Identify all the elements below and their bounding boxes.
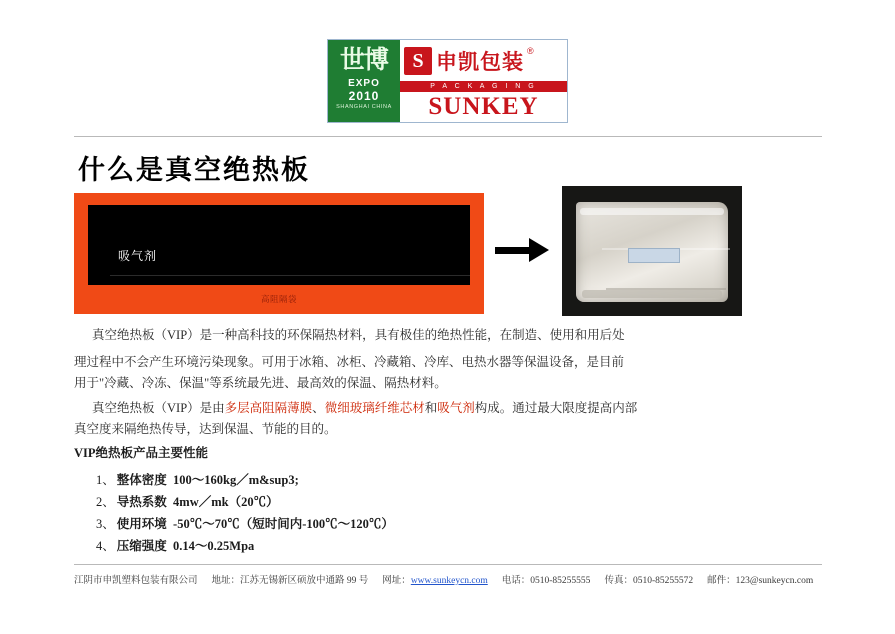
composition-sep-1: 、 (312, 401, 325, 415)
footer-fax: 传真：0510-85255572 (604, 576, 694, 586)
expo-sublabel: SHANGHAI CHINA (336, 104, 392, 110)
footer-website-link[interactable]: www.sunkeycn.com (410, 576, 488, 586)
spec-item (96, 513, 796, 535)
diagram-layer-line (110, 275, 470, 276)
spec-number: 2、 (96, 495, 115, 509)
footer-address (212, 576, 369, 586)
right-arrow-icon (495, 238, 551, 262)
footer-website (382, 576, 487, 586)
spec-value: 100～160kg／m&sup3; (173, 473, 299, 487)
page-title: 什么是真空绝热板 (78, 155, 310, 185)
spec-number: 3、 (96, 517, 115, 531)
arrow-shaft (495, 247, 531, 254)
spec-item (96, 469, 796, 491)
product-photo (562, 186, 742, 316)
expo-2010-logo (328, 40, 400, 122)
footer-tel: 电话：0510-85255555 (501, 576, 591, 586)
spec-label: 压缩强度 (116, 539, 167, 553)
spec-label: 整体密度 (116, 473, 167, 487)
spec-value: 4mw／mk（20℃） (173, 495, 279, 509)
footer-divider (74, 564, 822, 565)
footer-company: 江阴市申凯塑料包装有限公司 (74, 576, 198, 586)
spec-number: 1、 (96, 473, 115, 487)
composition-highlight-film: 多层高阻隔薄膜 (224, 401, 313, 415)
spec-label: 导热系数 (116, 495, 167, 509)
spec-value: 0.14～0.25Mpa (173, 539, 255, 553)
composition-highlight-getter: 吸气剂 (437, 401, 475, 415)
expo-label: EXPO (348, 78, 380, 89)
pack-seam-top (580, 208, 724, 215)
composition-paragraph-line1 (74, 398, 828, 418)
expo-year: 2010 (348, 89, 380, 103)
intro-paragraph-line3: 用于"冷藏、冷冻、保温"等系统最先进、最高效的保温、隔热材料。 (74, 376, 447, 390)
sunkey-chinese-name: 申凯包装 (436, 50, 524, 74)
composition-text-d: 构成。通过最大限度提高内部 (474, 401, 638, 415)
pack-seam-bottom (582, 290, 722, 298)
footer-address-label: 地址： (211, 576, 241, 586)
sunkey-s-mark-icon: S (404, 47, 432, 75)
intro-paragraph-line1: 真空绝热板（VIP）是一种高科技的环保隔热材料，具有极佳的绝热性能，在制造、使用和用后处 (92, 328, 625, 342)
arrow-head (529, 238, 549, 262)
diagram-core-area (88, 205, 470, 285)
sunkey-wordmark: SUNKEY (428, 93, 539, 120)
packaging-word: P A C K A G I N G (400, 81, 567, 92)
composition-sep-2: 和 (424, 401, 438, 415)
composition-highlight-core: 微细玻璃纤维芯材 (324, 401, 425, 415)
spec-item (96, 491, 796, 513)
diagram-caption: 高阻隔袋 (260, 294, 297, 304)
composition-text-a: 真空绝热板（VIP）是由 (92, 401, 225, 415)
footer (74, 572, 834, 586)
pack-label-sticker (628, 248, 680, 263)
vip-structure-diagram (74, 193, 484, 314)
footer-website-label: 网址： (382, 576, 411, 586)
sunkey-chinese-row (400, 40, 567, 81)
intro-paragraph-line2: 理过程中不会产生环境污染现象。可用于冰箱、冰柜、冷藏箱、冷库、电热水器等保温设备，是目前 (74, 355, 625, 369)
expo-glyph-icon: 世博 (339, 47, 388, 74)
diagram-getter-label: 吸气剂 (118, 249, 158, 263)
footer-address-value: 江苏无锡新区硕放中通路 99 号 (240, 576, 369, 586)
sunkey-logo (400, 40, 567, 122)
spec-item (96, 535, 796, 557)
performance-heading: VIP绝热板产品主要性能 (74, 446, 209, 460)
spec-number: 4、 (96, 539, 115, 553)
spec-label: 使用环境 (116, 517, 167, 531)
registered-trademark-icon: ® (527, 46, 534, 56)
company-logo (327, 39, 568, 123)
composition-paragraph-line2: 真空度来隔绝热传导，达到保温、节能的目的。 (74, 422, 337, 436)
performance-spec-list (96, 469, 796, 557)
spec-value: -50℃～70℃（短时间内-100℃～120℃） (173, 517, 394, 531)
footer-mail: 邮件：123@sunkeycn.com (707, 576, 814, 586)
header-divider (74, 136, 822, 137)
